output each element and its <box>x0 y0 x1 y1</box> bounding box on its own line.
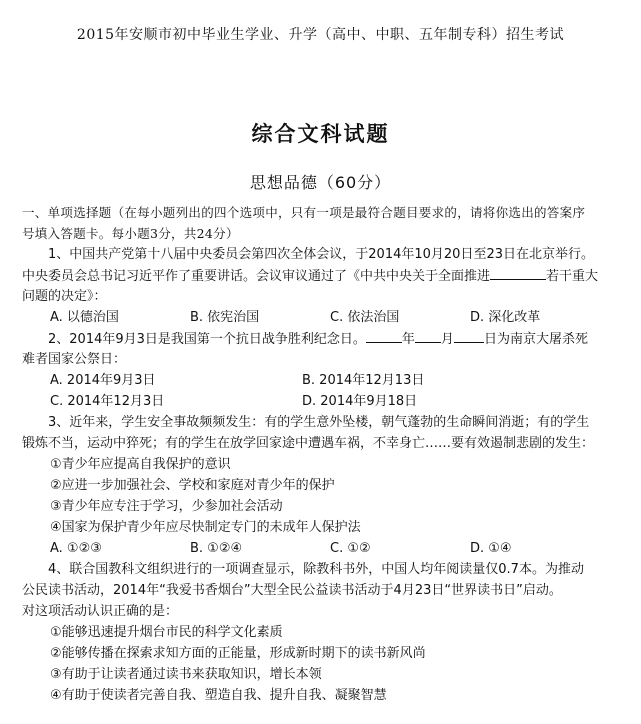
q3-statement-1: ①青少年应提高自我保护的意识 <box>50 457 231 472</box>
q4-statement-3: ③有助于让读者通过读书来获取知识，增长本领 <box>50 667 322 682</box>
q2-option-c: C. 2014年12月3日 <box>50 394 165 409</box>
q1-option-a: A. 以德治国 <box>50 310 119 325</box>
q3-options <box>22 538 636 559</box>
q2-option-b: B. 2014年12月13日 <box>302 373 425 388</box>
q3-statement-4: ④国家为保护青少年应尽快制定专门的未成年人保护法 <box>50 520 361 535</box>
q2-year-label: 年 <box>401 332 415 347</box>
answer-blank <box>490 265 546 280</box>
paper-title: 综合文科试题 <box>251 122 390 146</box>
q4-line-1: 4、联合国教科文组织进行的一项调查显示，除教科书外，中国人均年阅读量仅0.7本。为推动 <box>48 562 584 577</box>
q1-line-2-text: 中央委员会总书记习近平作了重要讲话。会议审议通过了《中共中央关于全面推进 <box>22 269 491 284</box>
q1-option-b: B. 依宪治国 <box>190 310 260 325</box>
answer-blank <box>415 328 441 343</box>
q3-line-2: 锻炼不当，运动中猝死；有的学生在放学回家途中遭遇车祸，不幸身亡……要有效遏制悲剧的发生： <box>22 436 595 451</box>
q4-line-2: 公民读书活动，2014年“我爱书香烟台”大型全民公益读书活动于4月23日“世界读书日”启动。 <box>22 583 562 598</box>
q2-options-row-2 <box>22 391 636 412</box>
q2-options-row-1 <box>22 370 636 391</box>
exam-header: 2015年安顺市初中毕业生学业、升学（高中、中职、五年制专科）招生考试 <box>76 27 565 43</box>
q1-option-d: D. 深化改革 <box>470 310 541 325</box>
q3-option-c: C. ①② <box>330 541 371 556</box>
q3-option-b: B. ①②④ <box>190 541 243 556</box>
q2-line-1-tail: 日为南京大屠杀死 <box>483 332 588 347</box>
q2-line-1-text: 2、2014年9月3日是我国第一个抗日战争胜利纪念日。 <box>48 332 366 347</box>
q3-option-d: D. ①④ <box>470 541 512 556</box>
q2-month-label: 月 <box>440 332 454 347</box>
answer-blank <box>454 328 484 343</box>
q1-line-2 <box>22 265 636 286</box>
q3-statement-2: ②应进一步加强社会、学校和家庭对青少年的保护 <box>50 478 335 493</box>
q4-statement-2: ②能够传播在探索求知方面的正能量，形成新时期下的读书新风尚 <box>50 646 426 661</box>
section-instructions-line-2: 号填入答题卡。每小题3分，共24分） <box>22 226 239 241</box>
q1-line-3: 问题的决定》： <box>22 289 107 304</box>
q1-line-1: 1、中国共产党第十八届中央委员会第四次全体会议，于2014年10月20日至23日在北京举行。 <box>48 247 594 262</box>
q3-line-1: 3、近年来，学生安全事故频频发生：有的学生意外坠楼，朝气蓬勃的生命瞬间消逝；有的学生 <box>48 415 590 430</box>
q2-option-d: D. 2014年9月18日 <box>302 394 418 409</box>
q4-line-3: 对这项活动认识正确的是： <box>22 604 179 619</box>
q1-options <box>22 307 636 328</box>
section-instructions-line-1: 一、单项选择题（在每小题列出的四个选项中，只有一项是最符合题目要求的，请将你选出的答案序 <box>22 205 586 220</box>
q1-line-2-tail: 若干重大 <box>546 269 599 284</box>
q2-option-a: A. 2014年9月3日 <box>50 373 156 388</box>
q4-statement-1: ①能够迅速提升烟台市民的科学文化素质 <box>50 625 283 640</box>
q3-statement-3: ③青少年应专注于学习，少参加社会活动 <box>50 499 283 514</box>
exam-content <box>22 202 636 706</box>
q3-option-a: A. ①②③ <box>50 541 102 556</box>
answer-blank <box>366 328 402 343</box>
paper-subtitle: 思想品德（60分） <box>249 173 392 192</box>
q2-line-1 <box>22 328 636 349</box>
q4-statement-4: ④有助于使读者完善自我、塑造自我、提升自我、凝聚智慧 <box>50 688 387 703</box>
q1-option-c: C. 依法治国 <box>330 310 400 325</box>
q2-line-2: 难者国家公祭日： <box>22 352 127 367</box>
